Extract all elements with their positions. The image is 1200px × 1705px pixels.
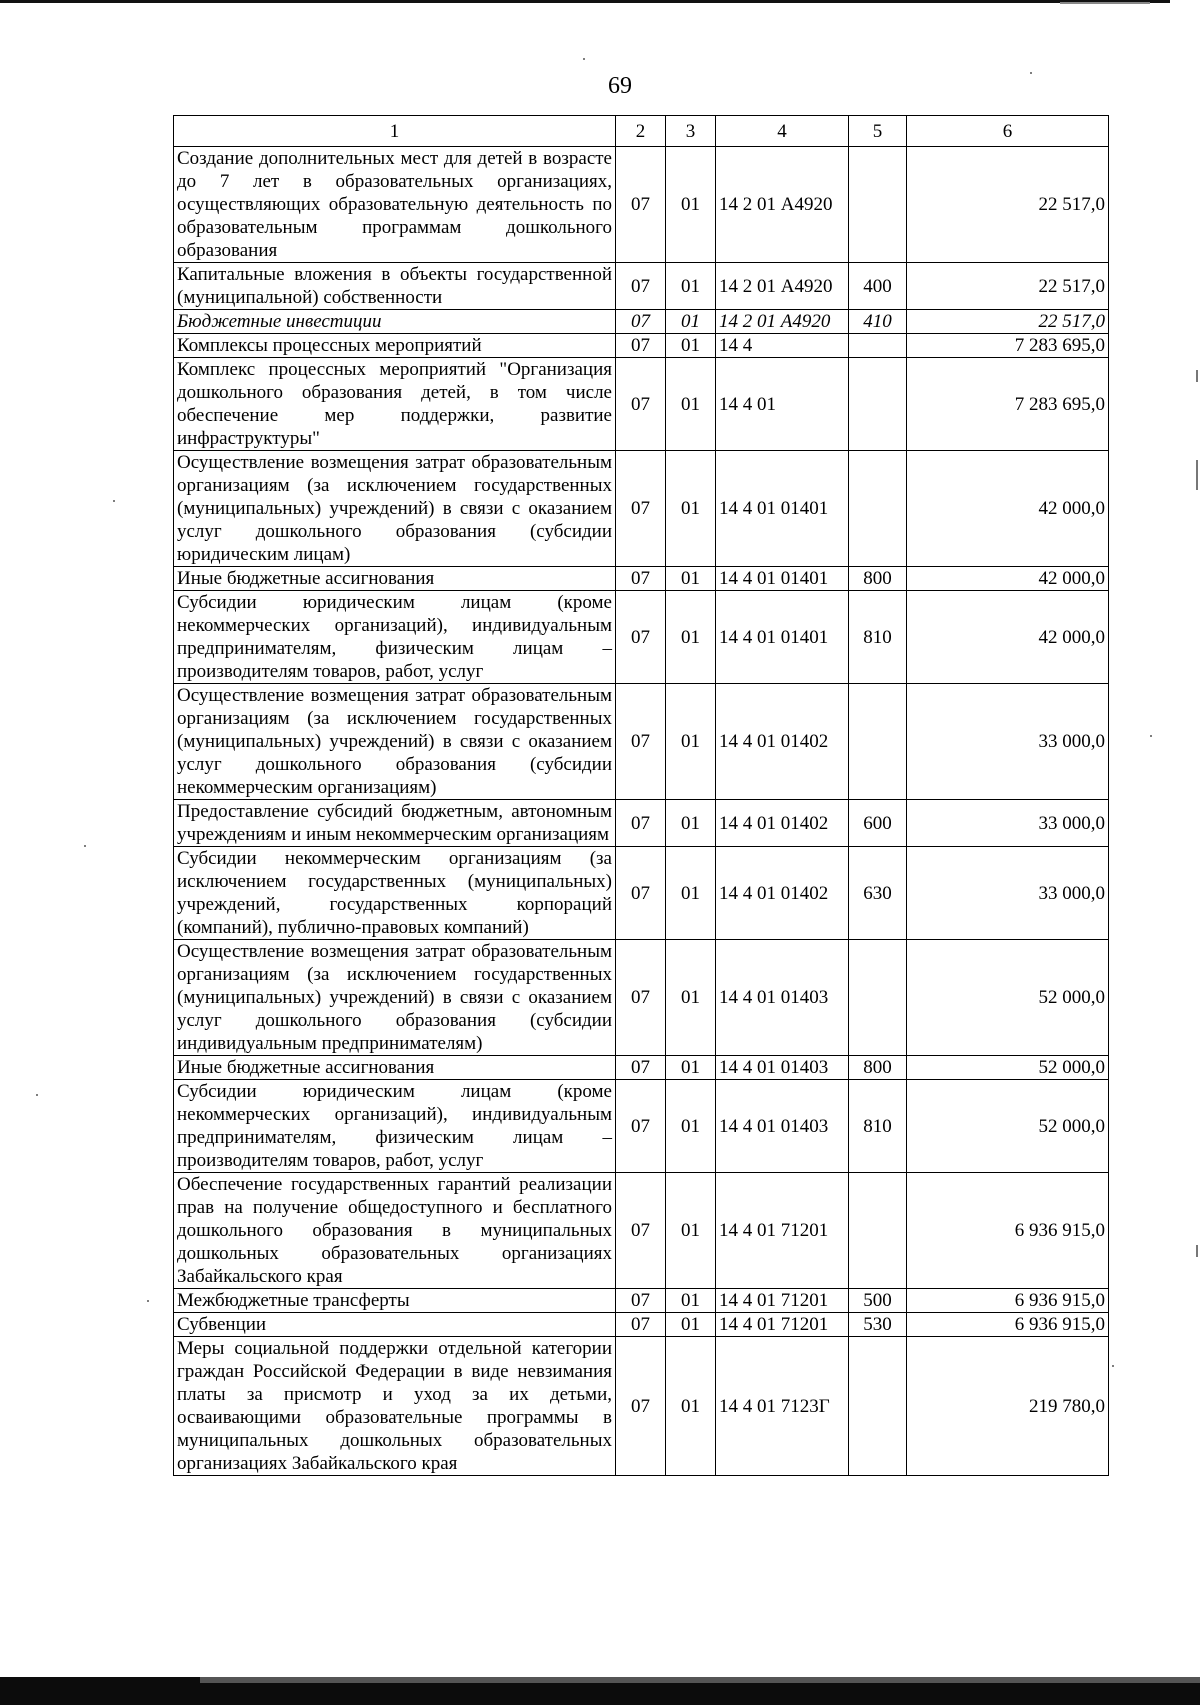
budget-table — [173, 115, 1109, 1476]
table-row — [174, 334, 1109, 358]
cell-subsection: 01 — [666, 310, 716, 334]
cell-name: Субсидии некоммерческим организациям (за исключением государственных (муниципальных) учреждений, государственных корпораций (компаний), публично-правовых компаний) — [174, 847, 616, 940]
scan-edge-mark — [1196, 460, 1198, 490]
cell-section: 07 — [616, 591, 666, 684]
cell-subsection: 01 — [666, 334, 716, 358]
table-row — [174, 1289, 1109, 1313]
cell-amount: 22 517,0 — [907, 147, 1109, 263]
cell-section: 07 — [616, 1173, 666, 1289]
table-row — [174, 147, 1109, 263]
cell-name: Межбюджетные трансферты — [174, 1289, 616, 1313]
cell-amount: 42 000,0 — [907, 451, 1109, 567]
cell-target-code: 14 4 01 71201 — [716, 1173, 849, 1289]
table-row — [174, 1337, 1109, 1476]
cell-target-code: 14 4 01 01402 — [716, 684, 849, 800]
cell-amount: 52 000,0 — [907, 940, 1109, 1056]
cell-subsection: 01 — [666, 591, 716, 684]
scan-speck — [1112, 1365, 1114, 1367]
cell-name: Капитальные вложения в объекты государственной (муниципальной) собственности — [174, 263, 616, 310]
table-row — [174, 263, 1109, 310]
cell-target-code: 14 4 01 01402 — [716, 800, 849, 847]
cell-subsection: 01 — [666, 940, 716, 1056]
cell-expense-type — [849, 940, 907, 1056]
table-row — [174, 684, 1109, 800]
cell-name: Осуществление возмещения затрат образовательным организациям (за исключением государственных (муниципальных) учреждений) в связи с оказанием услуг дошкольного образования (субсидии индивидуальным предпринимателям) — [174, 940, 616, 1056]
cell-section: 07 — [616, 1337, 666, 1476]
cell-subsection: 01 — [666, 263, 716, 310]
table-row — [174, 358, 1109, 451]
cell-target-code: 14 4 01 01403 — [716, 1080, 849, 1173]
cell-target-code: 14 4 01 01401 — [716, 591, 849, 684]
cell-amount: 6 936 915,0 — [907, 1289, 1109, 1313]
scan-speck — [583, 58, 585, 60]
cell-expense-type: 400 — [849, 263, 907, 310]
scan-speck — [147, 1300, 149, 1302]
header-cell: 1 — [174, 116, 616, 147]
cell-name: Комплекс процессных мероприятий "Организация дошкольного образования детей, в том числе обеспечение мер поддержки, развитие инфраструктуры" — [174, 358, 616, 451]
scan-edge-mark — [1196, 370, 1198, 382]
scan-edge-mark — [1196, 1245, 1198, 1257]
cell-name: Меры социальной поддержки отдельной категории граждан Российской Федерации в виде невзимания платы за присмотр и уход за их детьми, осваивающими образовательные программы в муниципальных дошкольных образовательных организациях Забайкальского края — [174, 1337, 616, 1476]
scan-speck — [1150, 735, 1152, 737]
cell-expense-type — [849, 147, 907, 263]
cell-expense-type — [849, 684, 907, 800]
cell-target-code: 14 4 01 71201 — [716, 1313, 849, 1337]
table-row — [174, 800, 1109, 847]
cell-expense-type — [849, 1173, 907, 1289]
cell-target-code: 14 2 01 А4920 — [716, 310, 849, 334]
cell-amount: 42 000,0 — [907, 567, 1109, 591]
cell-name: Комплексы процессных мероприятий — [174, 334, 616, 358]
cell-name: Осуществление возмещения затрат образовательным организациям (за исключением государственных (муниципальных) учреждений) в связи с оказанием услуг дошкольного образования (субсидии юридическим лицам) — [174, 451, 616, 567]
cell-amount: 52 000,0 — [907, 1056, 1109, 1080]
cell-expense-type: 810 — [849, 591, 907, 684]
cell-amount: 42 000,0 — [907, 591, 1109, 684]
cell-amount: 52 000,0 — [907, 1080, 1109, 1173]
cell-expense-type: 800 — [849, 567, 907, 591]
scan-speck — [36, 1094, 38, 1096]
scan-edge-bottom-shade — [200, 1677, 1200, 1683]
scan-edge-top-dash — [1060, 2, 1150, 4]
cell-target-code: 14 4 01 7123Г — [716, 1337, 849, 1476]
cell-expense-type: 530 — [849, 1313, 907, 1337]
cell-expense-type: 800 — [849, 1056, 907, 1080]
cell-target-code: 14 2 01 А4920 — [716, 147, 849, 263]
cell-section: 07 — [616, 940, 666, 1056]
cell-name: Осуществление возмещения затрат образовательным организациям (за исключением государственных (муниципальных) учреждений) в связи с оказанием услуг дошкольного образования (субсидии некоммерческим организациям) — [174, 684, 616, 800]
cell-amount: 7 283 695,0 — [907, 358, 1109, 451]
table-row — [174, 1313, 1109, 1337]
cell-name: Субсидии юридическим лицам (кроме некоммерческих организаций), индивидуальным предпринимателям, физическим лицам – производителям товаров, работ, услуг — [174, 1080, 616, 1173]
cell-expense-type: 630 — [849, 847, 907, 940]
cell-target-code: 14 4 01 01403 — [716, 940, 849, 1056]
table-row — [174, 591, 1109, 684]
cell-name: Обеспечение государственных гарантий реализации прав на получение общедоступного и бесплатного дошкольного образования в муниципальных дошкольных образовательных организациях Забайкальского края — [174, 1173, 616, 1289]
cell-section: 07 — [616, 1289, 666, 1313]
header-cell: 5 — [849, 116, 907, 147]
cell-subsection: 01 — [666, 147, 716, 263]
cell-amount: 6 936 915,0 — [907, 1173, 1109, 1289]
cell-target-code: 14 4 01 01402 — [716, 847, 849, 940]
cell-name: Предоставление субсидий бюджетным, автономным учреждениям и иным некоммерческим организациям — [174, 800, 616, 847]
cell-section: 07 — [616, 684, 666, 800]
cell-target-code: 14 2 01 А4920 — [716, 263, 849, 310]
table-row — [174, 847, 1109, 940]
cell-subsection: 01 — [666, 358, 716, 451]
scan-edge-top — [0, 0, 1170, 3]
cell-subsection: 01 — [666, 1080, 716, 1173]
cell-expense-type: 810 — [849, 1080, 907, 1173]
cell-amount: 219 780,0 — [907, 1337, 1109, 1476]
header-cell: 2 — [616, 116, 666, 147]
cell-expense-type — [849, 358, 907, 451]
cell-subsection: 01 — [666, 1056, 716, 1080]
cell-amount: 33 000,0 — [907, 800, 1109, 847]
cell-subsection: 01 — [666, 684, 716, 800]
cell-section: 07 — [616, 1056, 666, 1080]
table-header-row — [174, 116, 1109, 147]
table-row — [174, 567, 1109, 591]
cell-target-code: 14 4 01 01403 — [716, 1056, 849, 1080]
cell-target-code: 14 4 01 71201 — [716, 1289, 849, 1313]
scan-speck — [113, 500, 115, 502]
cell-expense-type: 500 — [849, 1289, 907, 1313]
cell-subsection: 01 — [666, 1289, 716, 1313]
cell-section: 07 — [616, 310, 666, 334]
cell-section: 07 — [616, 800, 666, 847]
cell-subsection: 01 — [666, 1337, 716, 1476]
table-row — [174, 1080, 1109, 1173]
cell-section: 07 — [616, 334, 666, 358]
cell-name: Создание дополнительных мест для детей в возрасте до 7 лет в образовательных организациях, осуществляющих образовательную деятельность по образовательным программам дошкольного образования — [174, 147, 616, 263]
header-cell: 4 — [716, 116, 849, 147]
cell-amount: 7 283 695,0 — [907, 334, 1109, 358]
cell-amount: 22 517,0 — [907, 310, 1109, 334]
header-cell: 3 — [666, 116, 716, 147]
cell-expense-type — [849, 334, 907, 358]
cell-target-code: 14 4 01 01401 — [716, 567, 849, 591]
scan-speck — [84, 845, 86, 847]
cell-subsection: 01 — [666, 451, 716, 567]
cell-section: 07 — [616, 358, 666, 451]
cell-section: 07 — [616, 147, 666, 263]
cell-target-code: 14 4 — [716, 334, 849, 358]
table-row — [174, 1173, 1109, 1289]
cell-amount: 33 000,0 — [907, 684, 1109, 800]
cell-amount: 6 936 915,0 — [907, 1313, 1109, 1337]
cell-expense-type — [849, 451, 907, 567]
cell-expense-type: 600 — [849, 800, 907, 847]
cell-name: Субсидии юридическим лицам (кроме некоммерческих организаций), индивидуальным предпринимателям, физическим лицам – производителям товаров, работ, услуг — [174, 591, 616, 684]
cell-amount: 22 517,0 — [907, 263, 1109, 310]
header-cell: 6 — [907, 116, 1109, 147]
cell-section: 07 — [616, 263, 666, 310]
cell-expense-type: 410 — [849, 310, 907, 334]
cell-name: Субвенции — [174, 1313, 616, 1337]
cell-section: 07 — [616, 847, 666, 940]
table-row — [174, 1056, 1109, 1080]
table-row — [174, 310, 1109, 334]
cell-section: 07 — [616, 1080, 666, 1173]
table-row — [174, 940, 1109, 1056]
cell-section: 07 — [616, 567, 666, 591]
cell-target-code: 14 4 01 01401 — [716, 451, 849, 567]
cell-target-code: 14 4 01 — [716, 358, 849, 451]
cell-subsection: 01 — [666, 1313, 716, 1337]
cell-name: Иные бюджетные ассигнования — [174, 1056, 616, 1080]
page-number: 69 — [608, 73, 632, 99]
cell-subsection: 01 — [666, 1173, 716, 1289]
cell-name: Иные бюджетные ассигнования — [174, 567, 616, 591]
cell-expense-type — [849, 1337, 907, 1476]
cell-name: Бюджетные инвестиции — [174, 310, 616, 334]
cell-section: 07 — [616, 1313, 666, 1337]
cell-amount: 33 000,0 — [907, 847, 1109, 940]
cell-subsection: 01 — [666, 847, 716, 940]
table-row — [174, 451, 1109, 567]
cell-subsection: 01 — [666, 567, 716, 591]
cell-section: 07 — [616, 451, 666, 567]
cell-subsection: 01 — [666, 800, 716, 847]
